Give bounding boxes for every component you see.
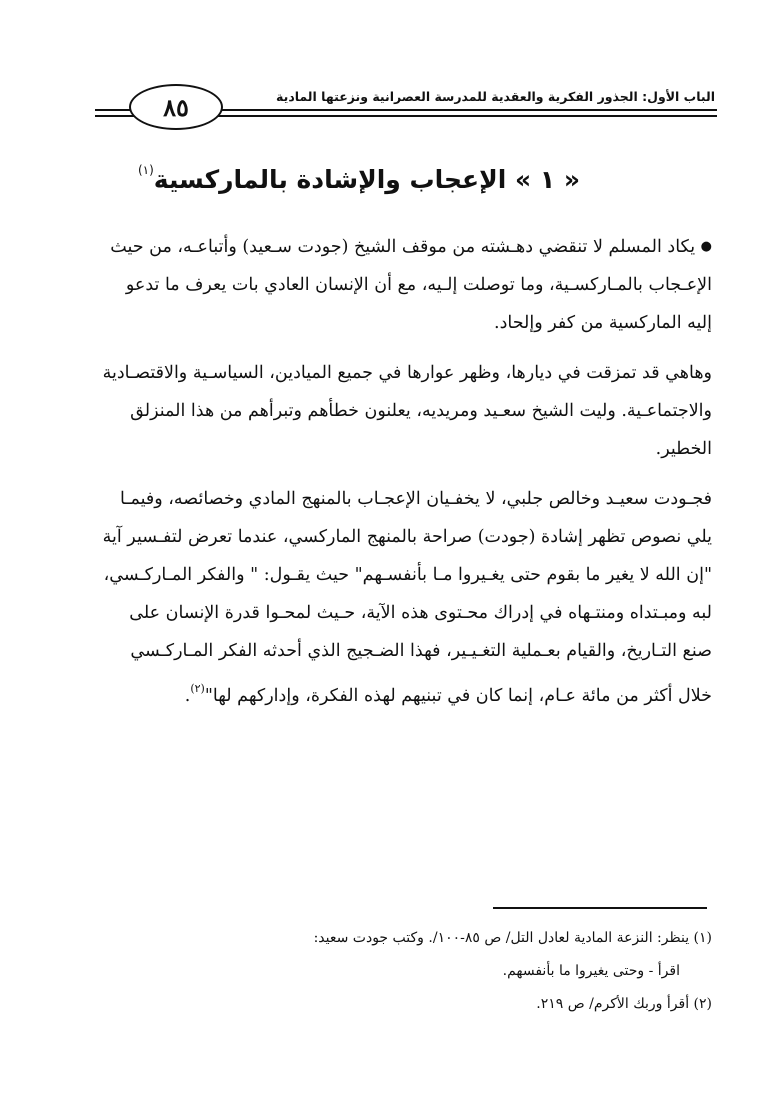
body-text xyxy=(96,228,712,727)
heading-footnote-ref: (١) xyxy=(137,163,154,177)
paragraph-1 xyxy=(96,228,712,342)
footnote-1: (١) ينظر: النزعة المادية لعادل التل/ ص ٨٥-١٠٠/. وكتب جودت سعيد: xyxy=(313,930,712,946)
paragraph-3-footnote-ref: (٢) xyxy=(190,682,205,695)
paragraph-2 xyxy=(96,354,712,468)
footnote-1-continuation: اقرأ - وحتى يغيروا ما بأنفسهم. xyxy=(502,963,680,979)
paragraph-3 xyxy=(96,480,712,715)
paragraph-1-text: يكاد المسلم لا تنقضي دهـشته من موقف الشيخ (جودت سـعيد) وأتباعـه، من حيث الإعـجاب بالمـاركسـية، وما توصلت إلـيه، مع أن الإنسان العادي بات يعرف ما تدعو إليه الماركسية من كفر وإلحاد. xyxy=(110,237,712,333)
section-heading-text: « ١ » الإعجاب والإشادة بالماركسية xyxy=(153,165,580,194)
running-header xyxy=(95,76,717,132)
bullet-icon: ● xyxy=(700,239,712,254)
chapter-title: الباب الأول: الجذور الفكرية والعقدية للمدرسة العصرانية ونزعتها المادية xyxy=(276,89,715,104)
section-heading xyxy=(100,150,580,200)
page-number xyxy=(129,84,223,130)
footnote-2: (٢) أقرأ وربك الأكرم/ ص ٢١٩. xyxy=(536,996,712,1012)
page-number-text: ٨٥ xyxy=(163,92,189,122)
footnote-rule xyxy=(493,907,707,909)
paragraph-3-tail: . xyxy=(184,686,191,706)
paragraph-3-text: فجـودت سعيـد وخالص جلبي، لا يخفـيان الإعجـاب بالمنهج المادي وخصائصه، وفيمـا يلي نصوص تظهر إشادة (جودت) صراحة بالمنهج الماركسي، عندما تعرض لتفـسير آية "إن الله لا يغير ما بقوم حتى يغـيروا مـا بأنفسـهم" حيث يقـول: " والفكر المـاركـسي، لبه ومبـتداه ومنتـهاه في إدراك محـتوى هذه الآية، حـيث لمحـوا قدرة الإنسان على صنع التـاريخ، والقيام بعـملية التغـيـير، فهذا الضـجيج الذي أحدثه الفكر المـاركـسي خلال أكثر من مائة عـام، إنما كان في تبنيهم لهذه الفكرة، وإداركهم لها" xyxy=(102,489,712,706)
paragraph-2-text: وهاهي قد تمزقت في ديارها، وظهر عوارها في جميع الميادين، السياسـية والاقتصـادية والاجتماعـية. وليت الشيخ سعـيد ومريديه، يعلنون خطأهم وتبرأهم من هذا المنزلق الخطير. xyxy=(102,363,712,459)
footnotes xyxy=(96,922,712,1021)
